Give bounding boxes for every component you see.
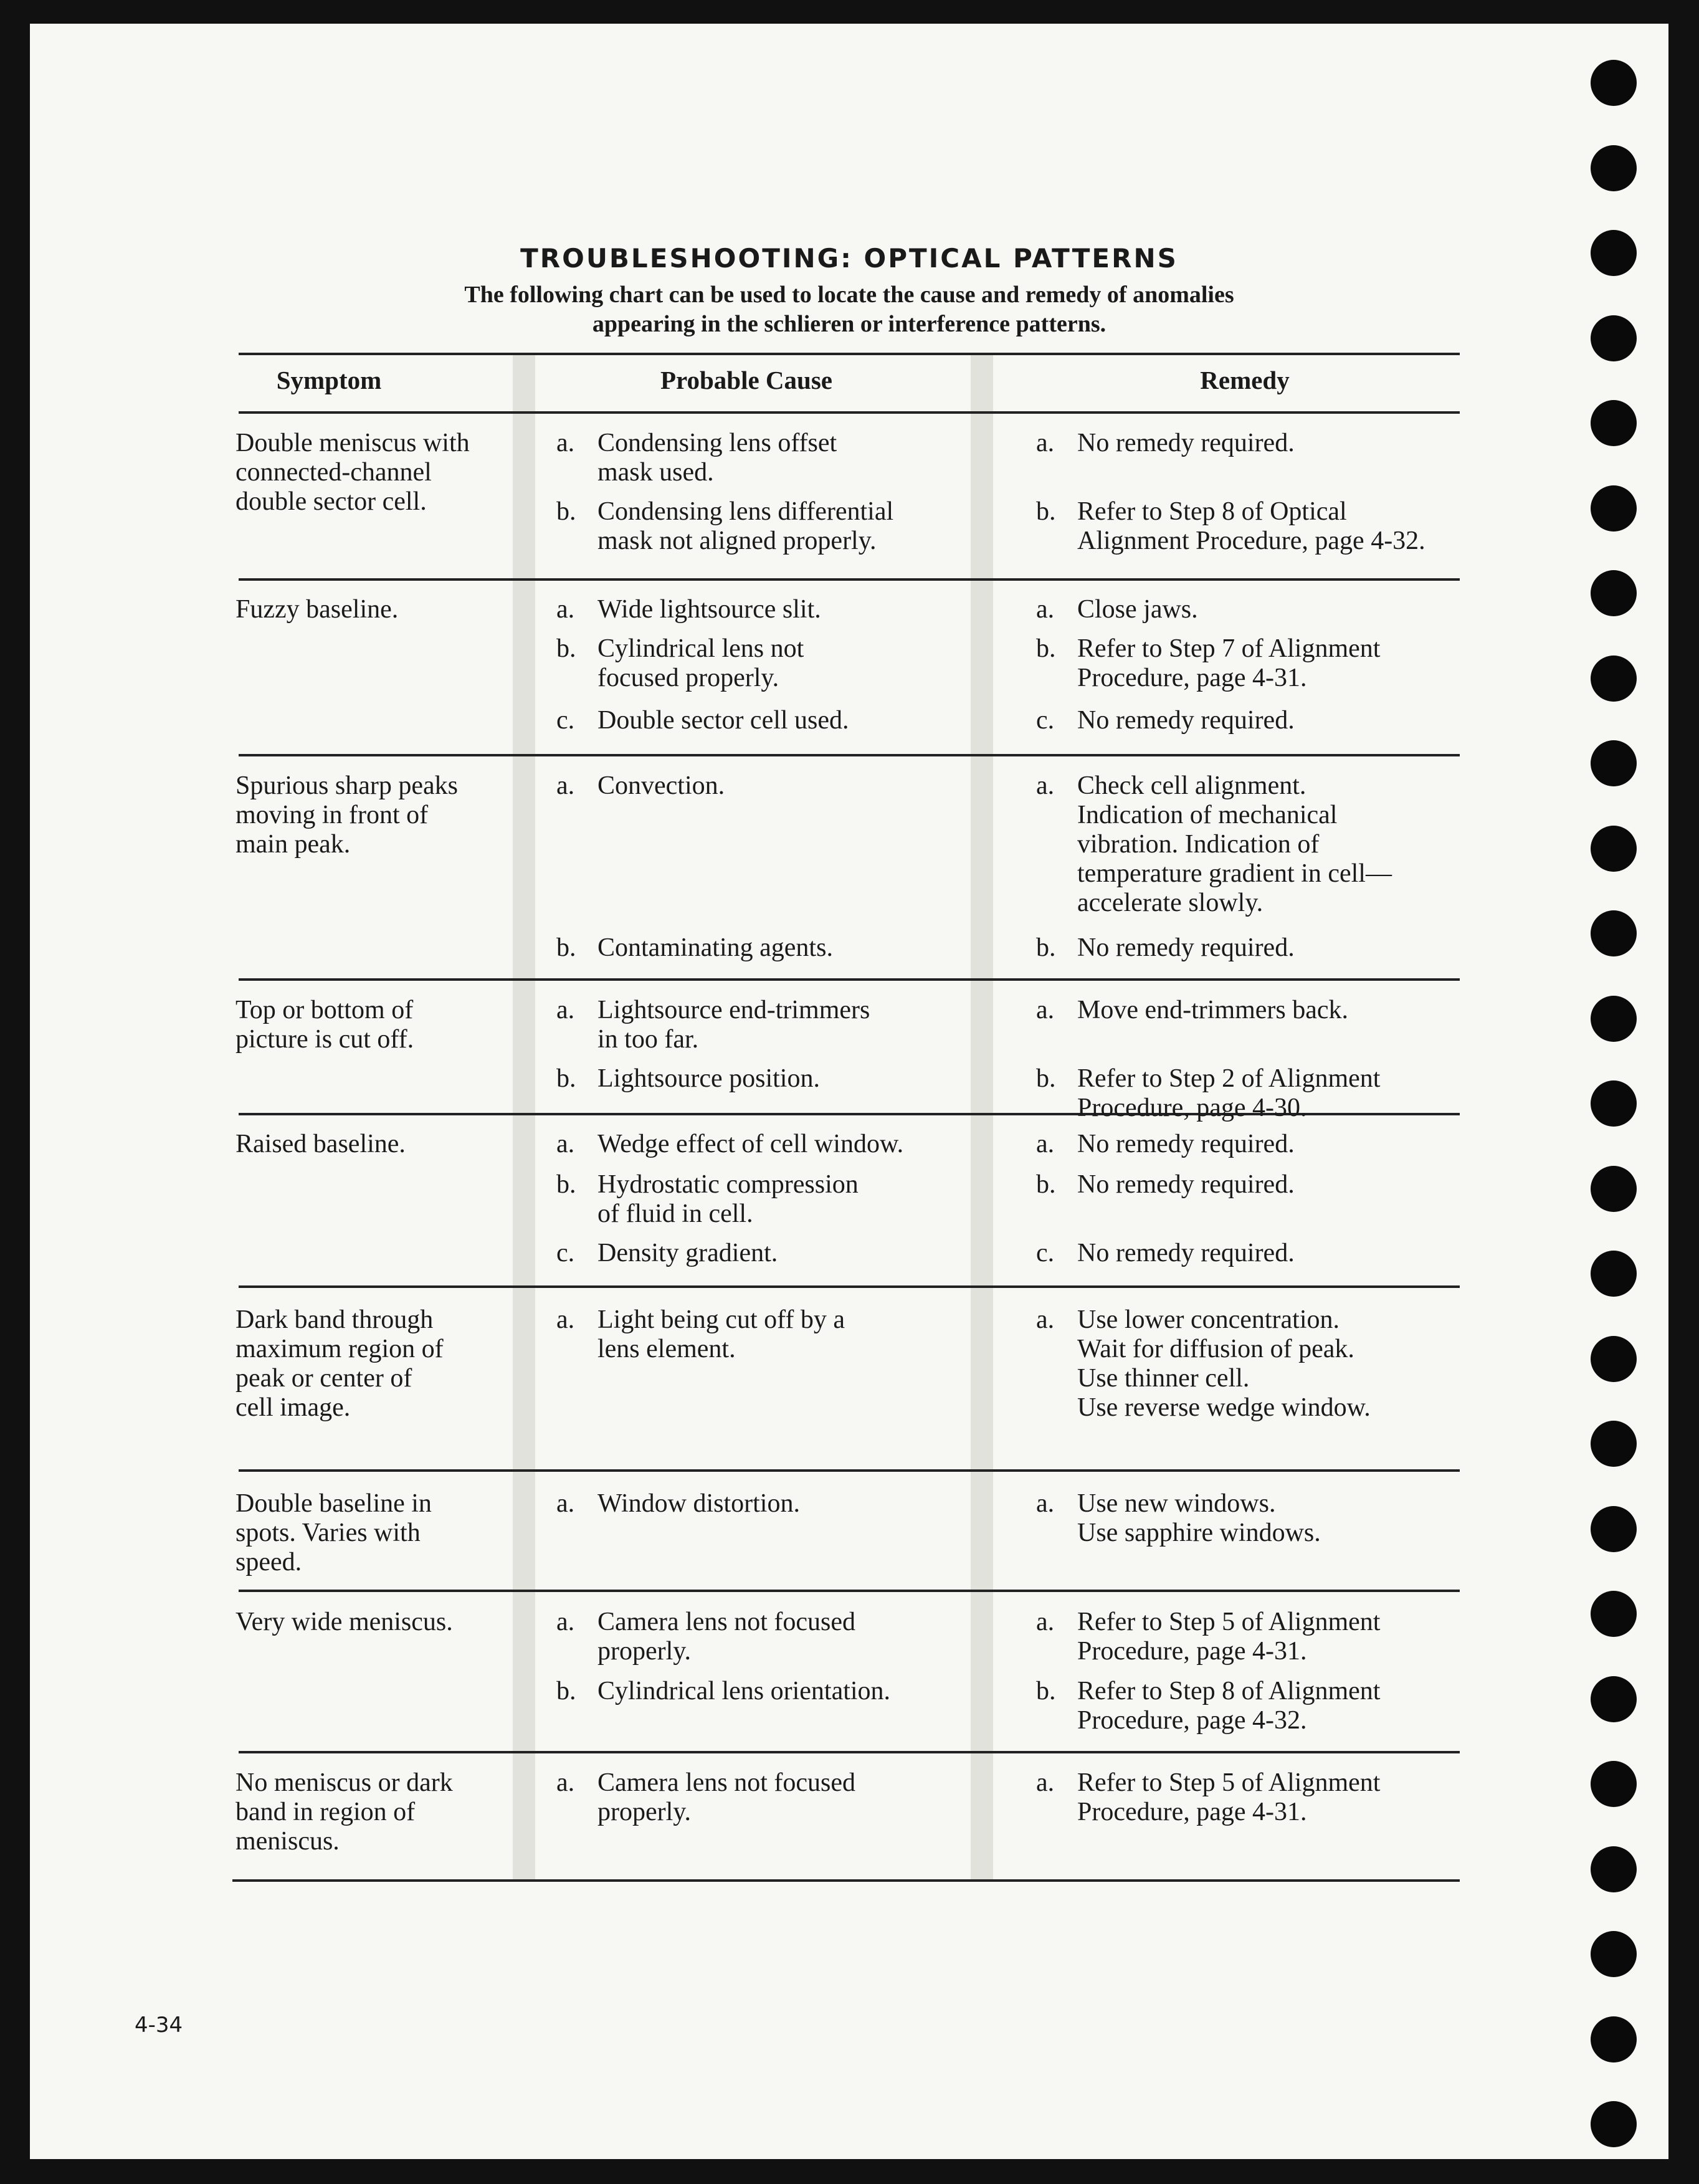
symptom-line: Fuzzy baseline. xyxy=(236,595,399,624)
symptom-line: Very wide meniscus. xyxy=(236,1608,453,1636)
item-text xyxy=(597,634,804,693)
item-text xyxy=(1077,1305,1371,1423)
binder-hole xyxy=(1591,1166,1637,1212)
symptom-line: moving in front of xyxy=(236,801,429,829)
cause-item xyxy=(556,706,980,735)
item-line: Condensing lens differential xyxy=(597,497,894,526)
symptom-line: cell image. xyxy=(236,1393,351,1422)
remedy-item xyxy=(1036,996,1460,1025)
table-top-rule xyxy=(239,353,1460,355)
item-label: a. xyxy=(1036,1305,1055,1334)
binder-hole xyxy=(1591,145,1637,191)
item-line: Camera lens not focused xyxy=(597,1768,856,1797)
item-label: c. xyxy=(1036,706,1055,735)
remedy-item xyxy=(1036,634,1460,693)
item-line: of fluid in cell. xyxy=(597,1199,753,1228)
remedy-item xyxy=(1036,1130,1460,1159)
item-line: Indication of mechanical xyxy=(1077,801,1338,829)
item-text xyxy=(597,497,893,556)
symptom-cell xyxy=(236,996,414,1054)
binder-hole xyxy=(1591,1761,1637,1807)
item-label: b. xyxy=(1036,634,1056,663)
item-line: Cylindrical lens not xyxy=(597,634,804,663)
cause-item xyxy=(556,1130,980,1159)
item-line: Light being cut off by a xyxy=(597,1305,845,1334)
item-label: b. xyxy=(556,1064,576,1093)
item-text xyxy=(1077,634,1380,693)
item-label: a. xyxy=(556,595,575,624)
remedy-item xyxy=(1036,1064,1460,1123)
item-line: properly. xyxy=(597,1798,692,1826)
item-line: Wide lightsource slit. xyxy=(597,595,821,624)
item-line: Check cell alignment. xyxy=(1077,771,1306,800)
item-label: b. xyxy=(1036,1064,1056,1093)
item-line: Use lower concentration. xyxy=(1077,1305,1340,1334)
item-line: Procedure, page 4-31. xyxy=(1077,1798,1307,1826)
item-line: No remedy required. xyxy=(1077,1130,1295,1158)
binder-hole xyxy=(1591,1931,1637,1977)
item-text xyxy=(1077,771,1392,918)
item-line: Use new windows. xyxy=(1077,1489,1276,1518)
item-line: Contaminating agents. xyxy=(597,933,833,962)
cause-item xyxy=(556,1170,980,1229)
subtitle-line: appearing in the schlieren or interference patterns. xyxy=(592,311,1106,337)
binder-hole xyxy=(1591,2101,1637,2147)
binder-hole xyxy=(1591,485,1637,532)
item-line: accelerate slowly. xyxy=(1077,889,1264,917)
binder-hole xyxy=(1591,1676,1637,1722)
item-line: No remedy required. xyxy=(1077,1170,1295,1199)
item-line: Convection. xyxy=(597,771,725,800)
cause-item xyxy=(556,1305,980,1364)
item-text xyxy=(1077,1239,1295,1268)
item-label: b. xyxy=(556,933,576,962)
item-label: c. xyxy=(556,706,575,735)
remedy-item xyxy=(1036,595,1460,624)
item-text xyxy=(1077,1489,1321,1548)
item-label: a. xyxy=(1036,429,1055,457)
symptom-line: Raised baseline. xyxy=(236,1130,406,1158)
item-line: Procedure, page 4-32. xyxy=(1077,1706,1307,1735)
item-line: No remedy required. xyxy=(1077,429,1295,457)
item-line: lens element. xyxy=(597,1335,736,1363)
item-text xyxy=(1077,1768,1380,1827)
symptom-cell xyxy=(236,1608,453,1637)
item-label: b. xyxy=(556,1677,576,1705)
cause-item xyxy=(556,1064,980,1094)
item-text xyxy=(597,1239,778,1268)
item-text xyxy=(1077,1064,1380,1123)
item-line: Refer to Step 8 of Optical xyxy=(1077,497,1347,526)
cause-item xyxy=(556,1768,980,1827)
cause-item xyxy=(556,1239,980,1268)
item-text xyxy=(1077,996,1348,1025)
remedy-item xyxy=(1036,1239,1460,1268)
cause-item xyxy=(556,634,980,693)
remedy-item xyxy=(1036,706,1460,735)
remedy-item xyxy=(1036,1170,1460,1199)
item-line: Move end-trimmers back. xyxy=(1077,996,1349,1024)
symptom-line: main peak. xyxy=(236,830,351,859)
item-line: Camera lens not focused xyxy=(597,1608,856,1636)
item-label: b. xyxy=(556,497,576,526)
binder-hole xyxy=(1591,1336,1637,1382)
binder-holes xyxy=(1591,24,1653,2159)
binder-hole xyxy=(1591,910,1637,956)
item-text xyxy=(1077,1130,1295,1159)
binder-hole xyxy=(1591,740,1637,786)
symptom-line: No meniscus or dark xyxy=(236,1768,453,1797)
row-rule xyxy=(239,578,1460,581)
item-line: Refer to Step 8 of Alignment xyxy=(1077,1677,1381,1705)
remedy-item xyxy=(1036,1489,1460,1548)
binder-hole xyxy=(1591,60,1637,106)
item-text xyxy=(1077,497,1425,556)
subtitle-line: The following chart can be used to locate the cause and remedy of anomalies xyxy=(464,282,1234,308)
symptom-line: meniscus. xyxy=(236,1827,340,1856)
cause-item xyxy=(556,1489,980,1519)
symptom-line: Double meniscus with xyxy=(236,429,470,457)
cause-item xyxy=(556,771,980,801)
item-label: a. xyxy=(556,996,575,1024)
header-remedy: Remedy xyxy=(1200,366,1290,394)
cause-item xyxy=(556,933,980,963)
symptom-cell xyxy=(236,1130,406,1159)
binder-hole xyxy=(1591,1591,1637,1637)
row-rule xyxy=(239,1469,1460,1472)
remedy-item xyxy=(1036,771,1460,918)
binder-hole xyxy=(1591,1080,1637,1127)
item-line: Wedge effect of cell window. xyxy=(597,1130,904,1158)
cause-item xyxy=(556,1677,980,1706)
item-text xyxy=(597,1130,903,1159)
symptom-cell xyxy=(236,595,398,624)
item-line: Condensing lens offset xyxy=(597,429,837,457)
remedy-item xyxy=(1036,1305,1460,1423)
item-label: a. xyxy=(556,1489,575,1518)
item-line: Refer to Step 5 of Alignment xyxy=(1077,1768,1381,1797)
symptom-line: spots. Varies with xyxy=(236,1519,421,1547)
item-line: Window distortion. xyxy=(597,1489,800,1518)
item-line: Refer to Step 2 of Alignment xyxy=(1077,1064,1381,1093)
item-label: a. xyxy=(556,1130,575,1158)
item-text xyxy=(597,933,833,963)
item-label: a. xyxy=(1036,1608,1055,1636)
symptom-line: Dark band through xyxy=(236,1305,434,1334)
symptom-line: peak or center of xyxy=(236,1364,412,1393)
item-text xyxy=(597,1608,855,1666)
binder-hole xyxy=(1591,1846,1637,1892)
item-line: in too far. xyxy=(597,1025,699,1054)
item-label: a. xyxy=(1036,595,1055,624)
row-rule xyxy=(239,754,1460,756)
item-text xyxy=(1077,1608,1380,1666)
item-line: Alignment Procedure, page 4-32. xyxy=(1077,527,1425,555)
item-text xyxy=(597,429,837,487)
item-text xyxy=(597,706,849,735)
page-subtitle xyxy=(30,280,1668,339)
column-divider-shade xyxy=(513,355,535,1882)
symptom-line: Double baseline in xyxy=(236,1489,432,1518)
cause-item xyxy=(556,996,980,1054)
remedy-item xyxy=(1036,933,1460,963)
binder-hole xyxy=(1591,1506,1637,1552)
item-label: a. xyxy=(1036,996,1055,1024)
symptom-line: speed. xyxy=(236,1548,302,1576)
remedy-item xyxy=(1036,1768,1460,1827)
item-text xyxy=(1077,706,1295,735)
document-page xyxy=(30,24,1668,2159)
row-rule xyxy=(232,1879,1460,1882)
item-line: Wait for diffusion of peak. xyxy=(1077,1335,1354,1363)
item-line: Refer to Step 7 of Alignment xyxy=(1077,634,1381,663)
item-text xyxy=(597,1170,859,1229)
item-text xyxy=(1077,429,1295,458)
binder-hole xyxy=(1591,570,1637,616)
item-line: Use sapphire windows. xyxy=(1077,1519,1321,1547)
item-line: Procedure, page 4-31. xyxy=(1077,1637,1307,1666)
item-line: mask not aligned properly. xyxy=(597,527,877,555)
item-label: b. xyxy=(556,1170,576,1199)
item-line: Use reverse wedge window. xyxy=(1077,1393,1371,1422)
item-label: a. xyxy=(556,1608,575,1636)
symptom-cell xyxy=(236,429,470,517)
item-label: a. xyxy=(556,429,575,457)
item-label: a. xyxy=(1036,1130,1055,1158)
row-rule xyxy=(239,978,1460,981)
item-label: b. xyxy=(1036,1170,1056,1199)
item-label: b. xyxy=(1036,497,1056,526)
item-label: c. xyxy=(1036,1239,1055,1267)
item-line: temperature gradient in cell— xyxy=(1077,859,1392,888)
symptom-cell xyxy=(236,1489,432,1577)
item-text xyxy=(1077,1677,1380,1735)
item-line: Density gradient. xyxy=(597,1239,778,1267)
item-line: vibration. Indication of xyxy=(1077,830,1320,859)
remedy-item xyxy=(1036,1677,1460,1735)
item-line: No remedy required. xyxy=(1077,933,1295,962)
binder-hole xyxy=(1591,2016,1637,2062)
item-label: b. xyxy=(1036,933,1056,962)
item-label: c. xyxy=(556,1239,575,1267)
item-label: a. xyxy=(1036,771,1055,800)
header-probable-cause: Probable Cause xyxy=(660,366,832,394)
cause-item xyxy=(556,595,980,624)
item-text xyxy=(597,1677,890,1706)
item-line: Lightsource position. xyxy=(597,1064,820,1093)
item-label: a. xyxy=(556,1768,575,1797)
symptom-cell xyxy=(236,1768,453,1856)
symptom-line: double sector cell. xyxy=(236,487,427,516)
item-text xyxy=(597,1305,845,1364)
symptom-cell xyxy=(236,1305,444,1423)
symptom-line: Top or bottom of xyxy=(236,996,414,1024)
item-line: mask used. xyxy=(597,458,714,487)
item-line: No remedy required. xyxy=(1077,1239,1295,1267)
item-text xyxy=(1077,595,1198,624)
item-text xyxy=(597,595,821,624)
item-line: Procedure, page 4-30. xyxy=(1077,1094,1307,1122)
item-line: Hydrostatic compression xyxy=(597,1170,859,1199)
remedy-item xyxy=(1036,1608,1460,1666)
item-line: Close jaws. xyxy=(1077,595,1198,624)
row-rule xyxy=(239,1590,1460,1592)
item-text xyxy=(1077,1170,1295,1199)
binder-hole xyxy=(1591,656,1637,702)
item-text xyxy=(597,1064,820,1094)
remedy-item xyxy=(1036,429,1460,458)
item-line: Refer to Step 5 of Alignment xyxy=(1077,1608,1381,1636)
item-line: Cylindrical lens orientation. xyxy=(597,1677,891,1705)
symptom-cell xyxy=(236,771,458,859)
item-label: a. xyxy=(556,1305,575,1334)
symptom-line: connected-channel xyxy=(236,458,432,487)
item-label: a. xyxy=(1036,1489,1055,1518)
binder-hole xyxy=(1591,400,1637,446)
item-line: Procedure, page 4-31. xyxy=(1077,664,1307,692)
item-label: a. xyxy=(556,771,575,800)
item-line: No remedy required. xyxy=(1077,706,1295,735)
item-line: Double sector cell used. xyxy=(597,706,849,735)
item-text xyxy=(1077,933,1295,963)
item-text xyxy=(597,1768,855,1827)
header-symptom: Symptom xyxy=(276,366,382,394)
binder-hole xyxy=(1591,1251,1637,1297)
item-text xyxy=(597,996,870,1054)
symptom-line: picture is cut off. xyxy=(236,1025,414,1054)
binder-hole xyxy=(1591,996,1637,1042)
header-rule xyxy=(239,411,1460,414)
row-rule xyxy=(239,1285,1460,1288)
page-number: 4-34 xyxy=(135,2013,183,2038)
item-label: b. xyxy=(556,634,576,663)
binder-hole xyxy=(1591,826,1637,872)
item-label: b. xyxy=(1036,1677,1056,1705)
cause-item xyxy=(556,1608,980,1666)
symptom-line: Spurious sharp peaks xyxy=(236,771,458,800)
row-rule xyxy=(239,1751,1460,1753)
item-line: properly. xyxy=(597,1637,692,1666)
item-line: Use thinner cell. xyxy=(1077,1364,1250,1393)
item-label: a. xyxy=(1036,1768,1055,1797)
binder-hole xyxy=(1591,1421,1637,1467)
item-text xyxy=(597,1489,800,1519)
page-title: TROUBLESHOOTING: OPTICAL PATTERNS xyxy=(520,243,1178,274)
item-line: focused properly. xyxy=(597,664,779,692)
item-text xyxy=(597,771,725,801)
cause-item xyxy=(556,429,980,487)
remedy-item xyxy=(1036,497,1460,556)
cause-item xyxy=(556,497,980,556)
symptom-line: maximum region of xyxy=(236,1335,444,1363)
item-line: Lightsource end-trimmers xyxy=(597,996,870,1024)
symptom-line: band in region of xyxy=(236,1798,416,1826)
